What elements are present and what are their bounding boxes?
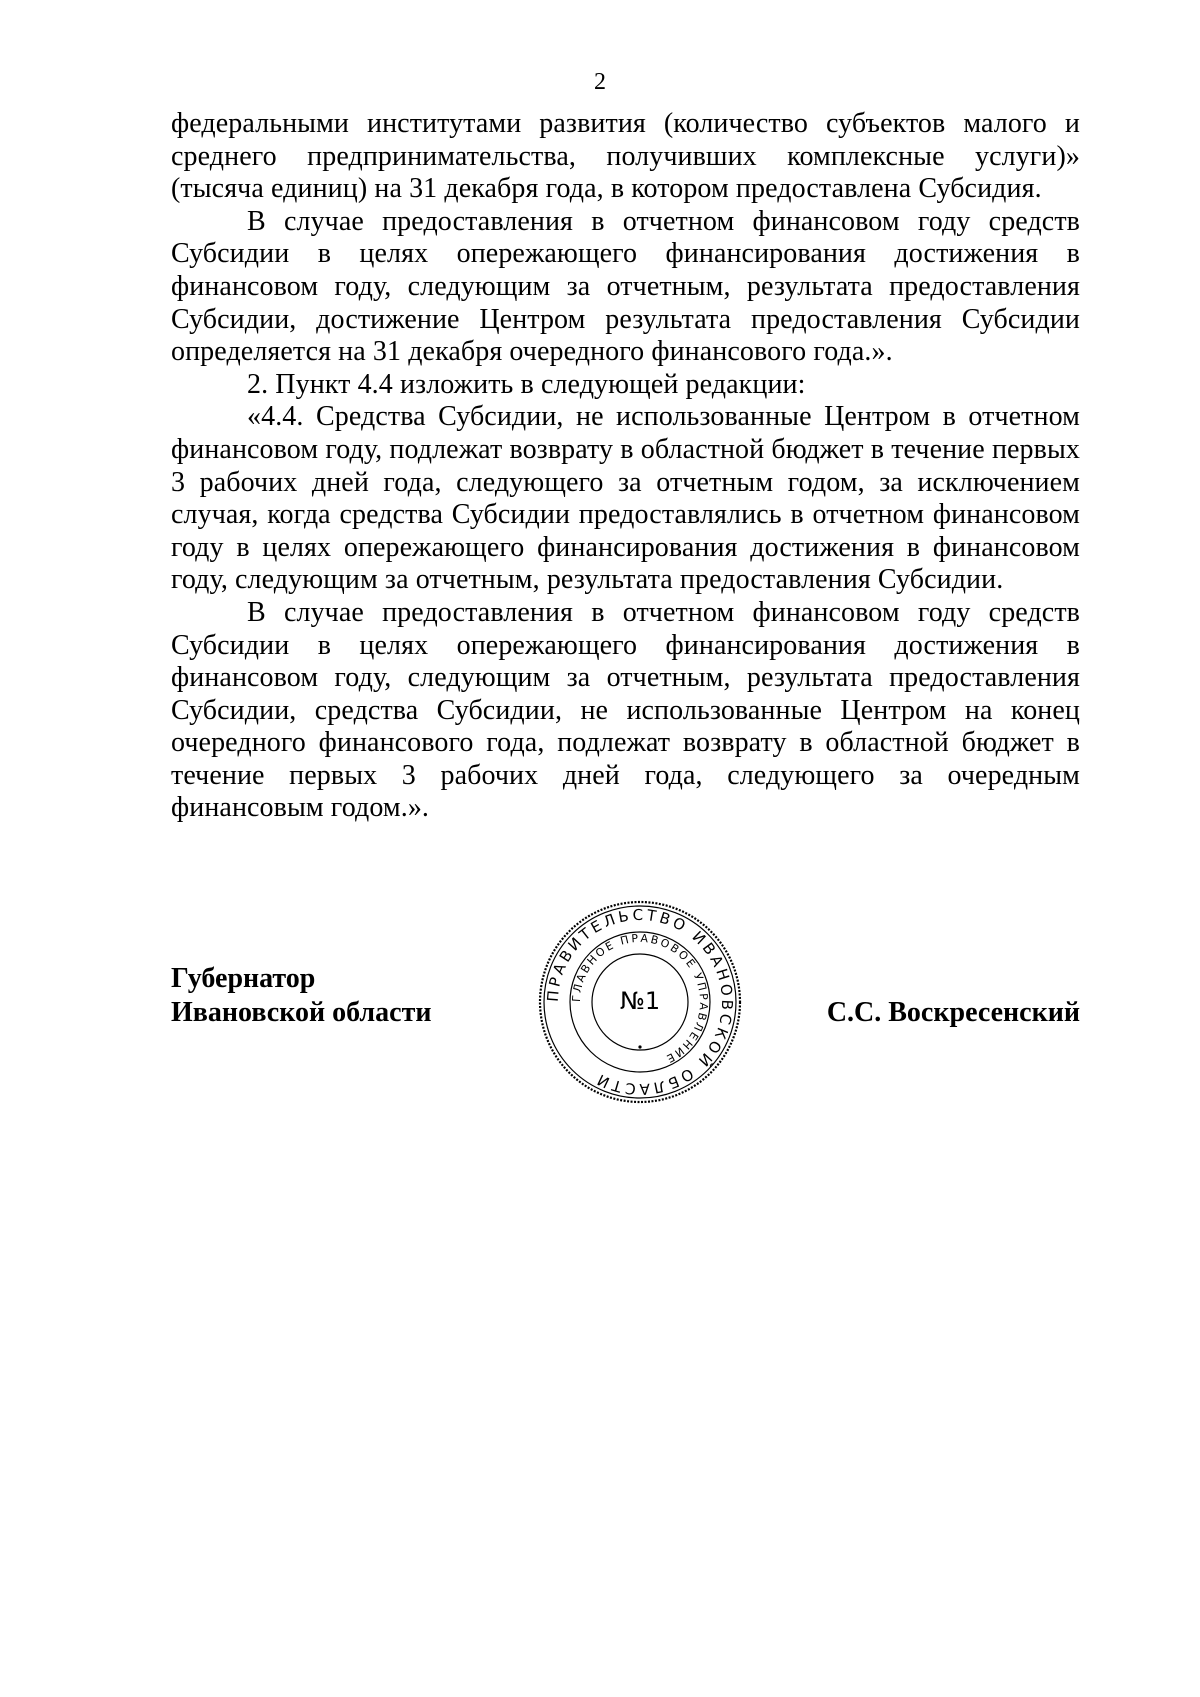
seal-inner-text: ГЛАВНОЕ ПРАВОВОЕ УПРАВЛЕНИЕ (569, 931, 711, 1067)
paragraph-advance-financing-return: В случае предоставления в отчетном финансовом году средств Субсидии в целях опережающего финансирования достижения в финансовом году, следующим за отчетным, результата предоставления Субсидии, средства Субсидии, не использованные Центром на конец очередного финансового года, подлежат возврату в областной бюджет в течение первых 3 рабочих дней года, следующего за очередным финансовым годом.». (171, 596, 1080, 824)
page-number: 2 (594, 69, 606, 95)
signature-title (171, 962, 431, 1030)
document-body (171, 108, 1080, 825)
seal-outer-text: ПРАВИТЕЛЬСТВО ИВАНОВСКОЙ ОБЛАСТИ (543, 905, 737, 1099)
paragraph-continuation: федеральными институтами развития (количество субъектов малого и среднего предпринимательства, получивших комплексные услуги)» (тысяча единиц) на 31 декабря года, в котором предоставлена Субсидия. (171, 108, 1080, 205)
signature-title-line1: Губернатор (171, 963, 316, 994)
paragraph-amendment-item: 2. Пункт 4.4 изложить в следующей редакции: (247, 368, 806, 400)
official-seal (535, 897, 745, 1107)
seal-number: №1 (619, 987, 661, 1015)
signature-name: С.С. Воскресенский (826, 997, 1080, 1028)
signature-title-line2: Ивановской области (171, 997, 432, 1028)
paragraph-clause-4-4: «4.4. Средства Субсидии, не использованные Центром в отчетном финансовом году, подлежат возврату в областной бюджет в течение первых 3 рабочих дней года, следующего за отчетным годом, за исключением случая, когда средства Субсидии предоставлялись в отчетном финансовом году в целях опережающего финансирования достижения в финансовом году, следующим за отчетным, результата предоставления Субсидии. (171, 401, 1080, 596)
paragraph-advance-financing-result: В случае предоставления в отчетном финансовом году средств Субсидии в целях опережающего финансирования достижения в финансовом году, следующим за отчетным, результата предоставления Субсидии, достижение Центром результата предоставления Субсидии определяется на 31 декабря очередного финансового года.». (171, 205, 1080, 368)
